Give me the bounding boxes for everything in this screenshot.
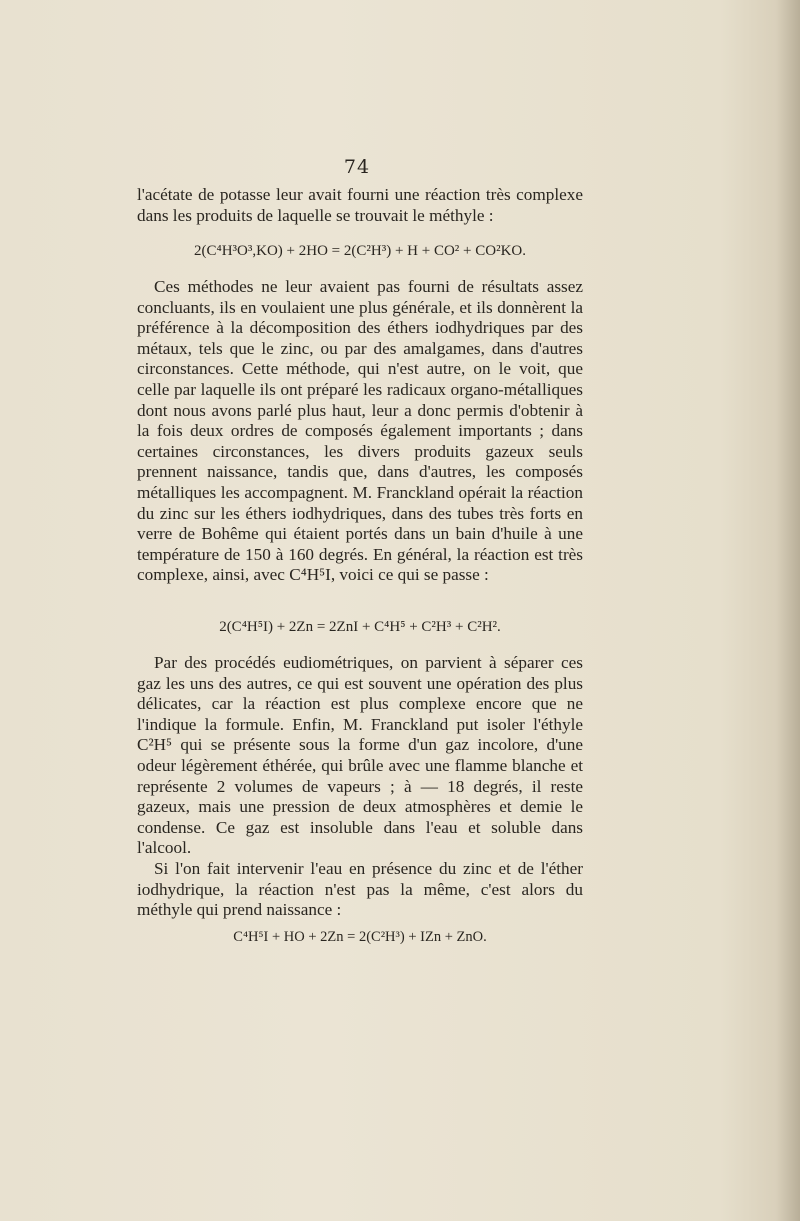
chemical-equation-methyl: C⁴H⁵I + HO + 2Zn = 2(C²H³) + IZn + ZnO. xyxy=(233,929,487,945)
paragraph-methods: Ces méthodes ne leur avaient pas fourni de résultats assez concluants, ils en voulaient une plus générale, et ils donnèrent la préférence à la décomposition des éthers iodhydriques par des métaux, tels que le zinc, ou par des amalgames, dans d'autres circonstances. Cette méthode, qui n'est autre, on le voit, que celle par laquelle ils ont préparé les radicaux organo-métalliques dont nous avons parlé plus haut, leur a donc permis d'obtenir à la fois deux ordres de composés également importants ; dans certaines circonstances, les divers produits gazeux seuls prennent naissance, tandis que, dans d'autres, les composés métalliques les accompagnent. M. Franckland opérait la réaction du zinc sur les éthers iodhydriques, dans des tubes très forts en verre de Bohême qui étaient portés dans un bain d'huile à une température de 150 à 160 degrés. En général, la réaction est très complexe, ainsi, avec C⁴H⁵I, voici ce qui se passe : xyxy=(137,277,583,585)
paragraph-eudiometric: Par des procédés eudiométriques, on parvient à séparer ces gaz les uns des autres, ce qui est souvent une opération des plus délicates, car la réaction est plus complexe encore que ne l'indique la formule. Enfin, M. Franckland put isoler l'éthyle C²H⁵ qui se présente sous la forme d'un gaz incolore, d'une odeur légèrement éthérée, qui brûle avec une flamme blanche et représente 2 volumes de vapeurs ; à — 18 degrés, il reste gazeux, mais une pression de deux atmosphères et demie le condense. Ce gaz est insoluble dans l'eau et soluble dans l'alcool. xyxy=(137,653,583,858)
chemical-equation-acetate: 2(C⁴H³O³,KO) + 2HO = 2(C²H³) + H + CO² + CO²KO. xyxy=(194,243,526,259)
paragraph-water-zinc: Si l'on fait intervenir l'eau en présence du zinc et de l'éther iodhydrique, la réaction n'est pas la même, c'est alors du méthyle qui prend naissance : xyxy=(137,859,583,920)
chemical-equation-ethyl-iodide: 2(C⁴H⁵I) + 2Zn = 2ZnI + C⁴H⁵ + C²H³ + C²H². xyxy=(219,619,501,635)
paragraph-continuation: l'acétate de potasse leur avait fourni une réaction très complexe dans les produits de laquelle se trouvait le méthyle : xyxy=(137,185,583,225)
page-number: 74 xyxy=(343,156,371,178)
